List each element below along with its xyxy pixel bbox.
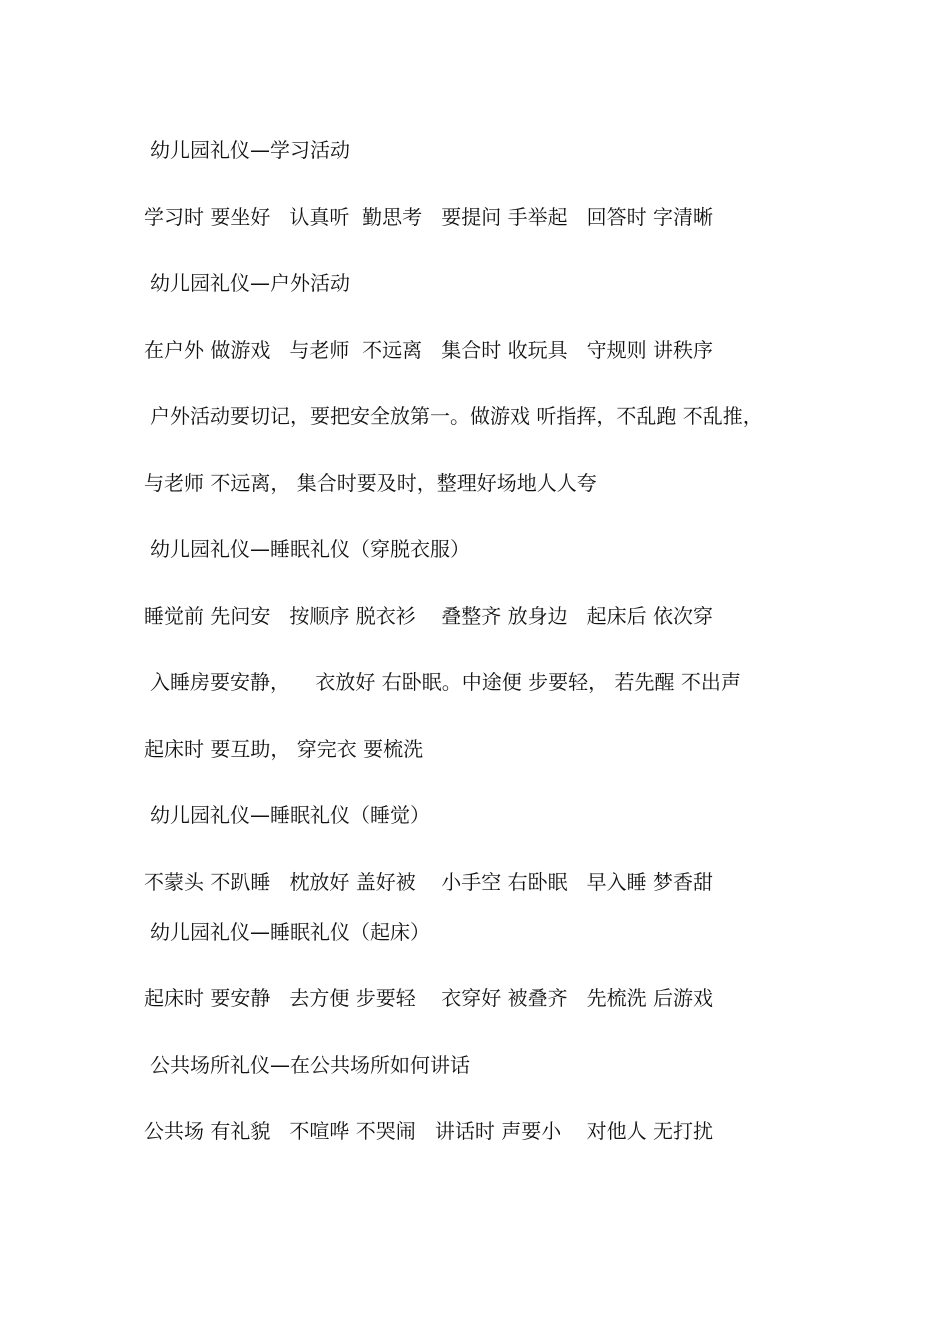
section-heading-public-speech: 公共场所礼仪—在公共场所如何讲话 <box>150 1053 470 1077</box>
text-line-outdoor-1: 在户外 做游戏 与老师 不远离 集合时 收玩具 守规则 讲秩序 <box>144 338 714 362</box>
text-line-sleep: 不蒙头 不趴睡 枕放好 盖好被 小手空 右卧眠 早入睡 梦香甜 <box>144 870 714 894</box>
text-line-sleep-clothes-3: 起床时 要互助， 穿完衣 要梳洗 <box>144 737 424 761</box>
section-heading-wake: 幼儿园礼仪—睡眠礼仪（起床） <box>150 920 430 944</box>
section-heading-sleep: 幼儿园礼仪—睡眠礼仪（睡觉） <box>150 803 430 827</box>
text-line-outdoor-2: 户外活动要切记，要把安全放第一。做游戏 听指挥，不乱跑 不乱推， <box>150 404 763 428</box>
section-heading-outdoor: 幼儿园礼仪—户外活动 <box>150 271 350 295</box>
text-line-public-speech: 公共场 有礼貌 不喧哗 不哭闹 讲话时 声要小 对他人 无打扰 <box>144 1119 714 1143</box>
text-line-outdoor-3: 与老师 不远离， 集合时要及时，整理好场地人人夸 <box>144 471 597 495</box>
text-line-sleep-clothes-1: 睡觉前 先问安 按顺序 脱衣衫 叠整齐 放身边 起床后 依次穿 <box>144 604 714 628</box>
text-line-wake: 起床时 要安静 去方便 步要轻 衣穿好 被叠齐 先梳洗 后游戏 <box>144 986 714 1010</box>
section-heading-study: 幼儿园礼仪—学习活动 <box>150 138 350 162</box>
text-line-study: 学习时 要坐好 认真听 勤思考 要提问 手举起 回答时 字清晰 <box>144 205 714 229</box>
section-heading-sleep-clothes: 幼儿园礼仪—睡眠礼仪（穿脱衣服） <box>150 537 470 561</box>
text-line-sleep-clothes-2: 入睡房要安静， 衣放好 右卧眠。中途便 步要轻， 若先醒 不出声 <box>150 670 741 694</box>
